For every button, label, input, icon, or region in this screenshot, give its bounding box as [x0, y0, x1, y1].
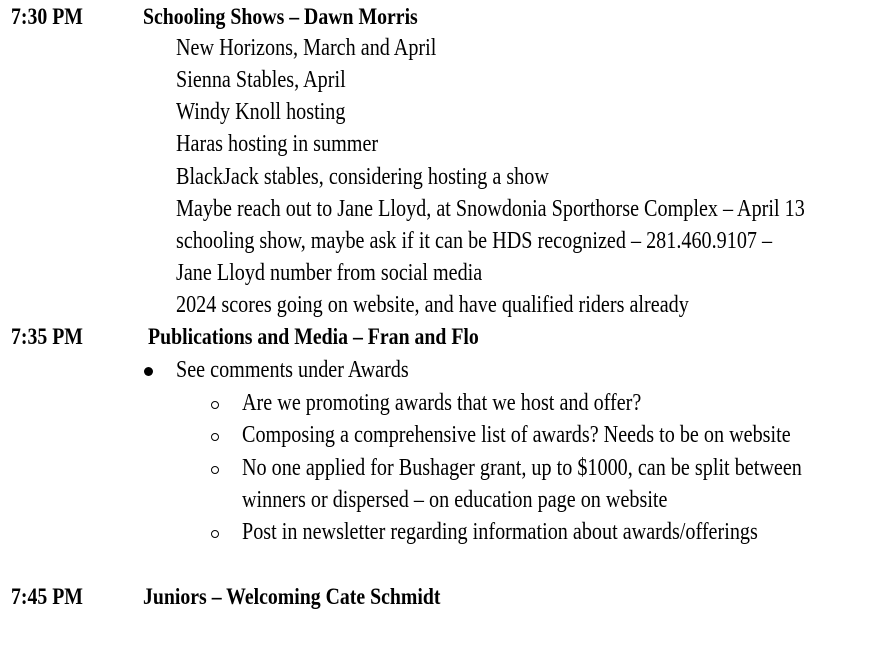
agenda-line: 2024 scores going on website, and have qualified riders already	[176, 292, 689, 318]
sub-bullet-text: No one applied for Bushager grant, up to $1000, can be split between	[242, 455, 802, 481]
agenda-line: Sienna Stables, April	[176, 67, 346, 93]
agenda-line: Windy Knoll hosting	[176, 99, 346, 125]
bullet-circle-icon	[211, 466, 219, 474]
bullet-circle-icon	[211, 433, 219, 441]
agenda-line: schooling show, maybe ask if it can be HDS recognized – 281.460.9107 –	[176, 228, 773, 254]
agenda-time: 7:45 PM	[11, 584, 83, 609]
bullet-dot-icon	[144, 367, 153, 376]
agenda-heading: Schooling Shows – Dawn Morris	[143, 4, 418, 29]
agenda-heading: Juniors – Welcoming Cate Schmidt	[143, 584, 441, 609]
agenda-line: Jane Lloyd number from social media	[176, 260, 483, 286]
agenda-line: New Horizons, March and April	[176, 35, 437, 61]
agenda-line: BlackJack stables, considering hosting a show	[176, 164, 549, 190]
agenda-line: Haras hosting in summer	[176, 131, 379, 157]
sub-bullet-text: Composing a comprehensive list of awards? Needs to be on website	[242, 422, 791, 448]
bullet-circle-icon	[211, 530, 219, 538]
agenda-time: 7:30 PM	[11, 4, 83, 29]
bullet-text: See comments under Awards	[176, 357, 409, 383]
agenda-line: Maybe reach out to Jane Lloyd, at Snowdonia Sporthorse Complex – April 13	[176, 196, 805, 222]
bullet-circle-icon	[211, 401, 219, 409]
sub-bullet-text: Post in newsletter regarding information about awards/offerings	[242, 519, 758, 545]
sub-bullet-text: winners or dispersed – on education page on website	[242, 487, 668, 513]
agenda-time: 7:35 PM	[11, 324, 83, 349]
sub-bullet-text: Are we promoting awards that we host and offer?	[242, 390, 642, 416]
agenda-heading: Publications and Media – Fran and Flo	[148, 324, 479, 349]
